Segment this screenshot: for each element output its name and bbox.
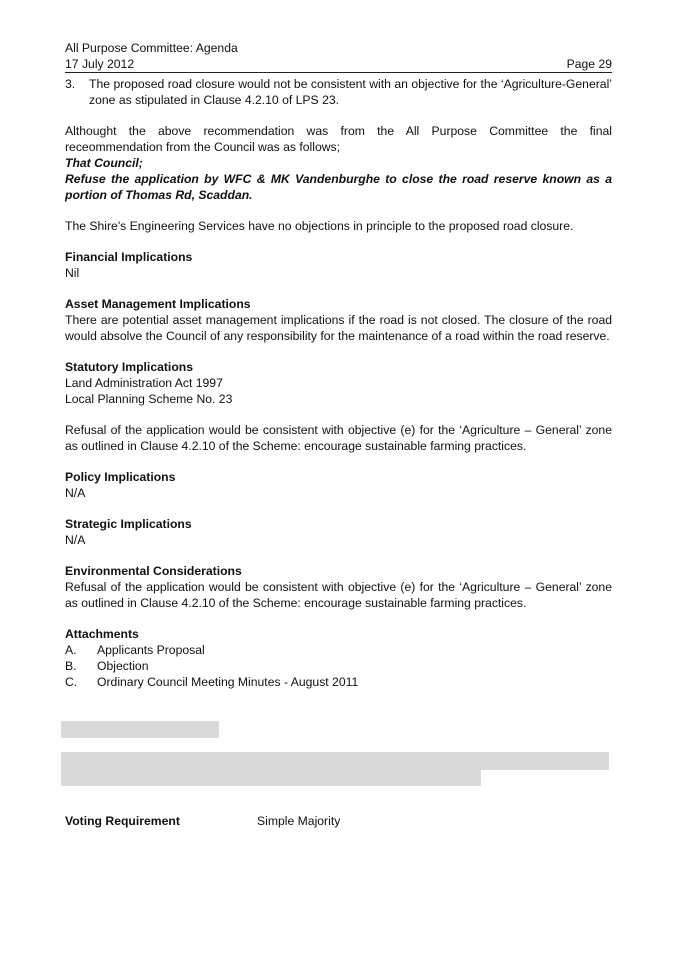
header-date: 17 July 2012 bbox=[65, 57, 135, 71]
attachment-letter: A. bbox=[65, 643, 77, 657]
strategic-text: N/A bbox=[65, 533, 86, 547]
policy-text: N/A bbox=[65, 486, 86, 500]
financial-text: Nil bbox=[65, 266, 80, 280]
redacted-heading bbox=[61, 721, 219, 738]
redacted-paragraph bbox=[61, 752, 609, 770]
statutory-line-2: Local Planning Scheme No. 23 bbox=[65, 392, 233, 406]
statutory-heading: Statutory Implications bbox=[65, 360, 193, 374]
attachment-item bbox=[65, 674, 612, 690]
header-title: All Purpose Committee: Agenda bbox=[65, 41, 238, 55]
attachment-item bbox=[65, 658, 612, 674]
attachment-letter: C. bbox=[65, 675, 78, 689]
environmental-heading: Environmental Considerations bbox=[65, 564, 242, 578]
voting-requirement bbox=[65, 813, 340, 829]
voting-value: Simple Majority bbox=[257, 814, 341, 828]
asset-text: There are potential asset management implications if the road is not closed. The closure of the road would absolve the Council of any responsibility for the maintenance of a road within the road reserve. bbox=[65, 313, 612, 343]
attachment-label: Ordinary Council Meeting Minutes - August 2011 bbox=[97, 675, 359, 689]
attachments-heading: Attachments bbox=[65, 627, 139, 641]
attachment-letter: B. bbox=[65, 659, 77, 673]
financial-heading: Financial Implications bbox=[65, 250, 193, 264]
strategic-heading: Strategic Implications bbox=[65, 517, 192, 531]
document-page bbox=[65, 40, 612, 690]
attachment-label: Objection bbox=[97, 659, 149, 673]
recommendation-intro: Althought the above recommendation was from the All Purpose Committee the final receommendation from the Council was as follows; bbox=[65, 124, 612, 154]
item-3-text: The proposed road closure would not be consistent with an objective for the ‘Agriculture-General’ zone as stipulated in Clause 4.2.10 of LPS 23. bbox=[89, 77, 612, 107]
header-rule bbox=[65, 72, 612, 73]
item-3 bbox=[65, 76, 612, 108]
voting-label: Voting Requirement bbox=[65, 814, 180, 828]
page-header bbox=[65, 40, 612, 73]
engineering-statement: The Shire's Engineering Services have no objections in principle to the proposed road closure. bbox=[65, 219, 574, 233]
asset-heading: Asset Management Implications bbox=[65, 297, 251, 311]
statutory-line-1: Land Administration Act 1997 bbox=[65, 376, 223, 390]
environmental-text: Refusal of the application would be consistent with objective (e) for the ‘Agriculture – General’ zone as outlined in Clause 4.2.10 of the Scheme: encourage sustainable farming practices. bbox=[65, 580, 612, 610]
council-heading: That Council; bbox=[65, 156, 143, 170]
item-3-number: 3. bbox=[65, 77, 76, 91]
statutory-text: Refusal of the application would be consistent with objective (e) for the ‘Agriculture – General’ zone as outlined in Clause 4.2.10 of the Scheme: encourage sustainable farming practices. bbox=[65, 423, 612, 453]
policy-heading: Policy Implications bbox=[65, 470, 176, 484]
header-page-number: Page 29 bbox=[566, 57, 612, 71]
attachment-label: Applicants Proposal bbox=[97, 643, 205, 657]
council-resolution: Refuse the application by WFC & MK Vandenburghe to close the road reserve known as a portion of Thomas Rd, Scaddan. bbox=[65, 172, 612, 202]
redacted-paragraph-line-2 bbox=[61, 770, 481, 786]
attachment-item bbox=[65, 642, 612, 658]
